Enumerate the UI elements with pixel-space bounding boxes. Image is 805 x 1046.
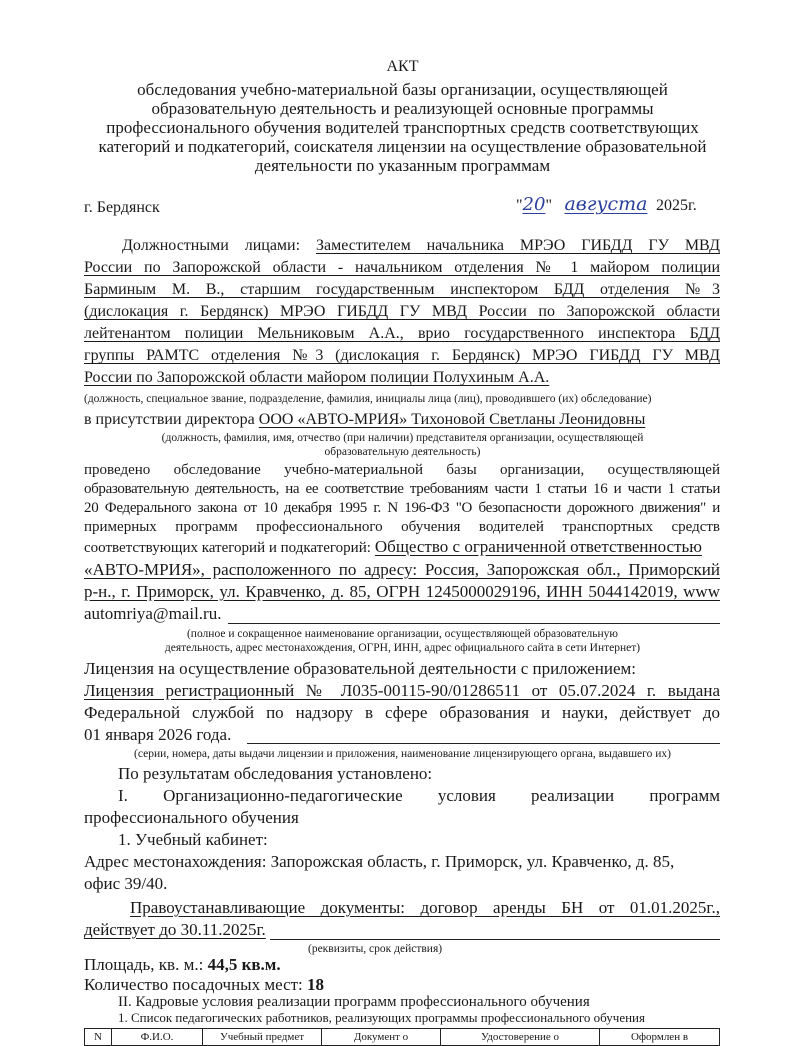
col-header-certificate: Удостоверение о [441, 1029, 600, 1046]
area-label: Площадь, кв. м.: [84, 955, 204, 974]
officials-line-5: лейтенантом полиции Мельниковым А.А., врио государственного инспектора БДД [84, 325, 720, 342]
docs-caption: (реквизиты, срок действия) [308, 943, 443, 955]
address-line-1: Адрес местонахождения: Запорожская область, г. Приморск, ул. Кравченко, д. 85, [84, 852, 675, 871]
col-header-employment: Оформлен в [600, 1029, 720, 1046]
staff-line-1: 1. Список педагогических работников, реализующих программы профессионального обучения [118, 1010, 645, 1025]
officials-intro: Должностными лицами: [122, 237, 301, 254]
area-line [84, 955, 281, 975]
officials-line-2: России по Запорожской области - начальником отделения № 1 майором полиции [84, 259, 720, 276]
date-month: августа [564, 193, 648, 215]
officials-line-4: (дислокация г. Бердянск) МРЭО ГИБДД ГУ МВД России по Запорожской области [84, 303, 720, 320]
license-heading: Лицензия на осуществление образовательной деятельности с приложением: [84, 659, 637, 678]
subtitle-line-2: образовательную деятельность и реализующей основные программы [151, 99, 654, 118]
section-1-line-1: I. Организационно-педагогические условия реализации программ [118, 786, 720, 805]
staff-table-header-row [85, 1029, 720, 1046]
inspection-org-line-2: р-н., г. Приморск, ул. Кравченко, д. 85, ОГРН 1245000029196, ИНН 5044142019, www [84, 582, 720, 601]
results-heading: По результатам обследования установлено: [118, 764, 433, 783]
inspection-line-5 [84, 537, 720, 557]
presence-caption-1: (должность, фамилия, имя, отчество (при наличии) представителя организации, осуществляющей [161, 432, 644, 444]
docs-line-2: действует до 30.11.2025г. [84, 920, 266, 939]
presence-prefix: в присутствии директора [84, 411, 255, 428]
officials-line-1 [84, 237, 720, 255]
seats-value: 18 [307, 975, 325, 994]
inspection-caption-2: деятельность, адрес местонахождения, ОГРН, ИНН, адрес официального сайта в сети Интернет) [164, 642, 641, 654]
date-day: 20 [522, 194, 546, 215]
date-block [516, 193, 726, 215]
col-header-document: Документ о [322, 1029, 441, 1046]
subtitle-line-1: обследования учебно-материальной базы организации, осуществляющей [137, 80, 668, 99]
city: г. Бердянск [84, 199, 160, 216]
license-line-3: 01 января 2026 года. [84, 725, 232, 744]
seats-line [84, 975, 324, 995]
staff-table [84, 1028, 720, 1046]
date-year: 2025г. [655, 197, 697, 214]
document-title: АКТ [386, 58, 419, 75]
inspection-email: automriya@mail.ru. [84, 604, 222, 623]
inspection-org-name: Общество с ограниченной ответственностью [374, 537, 702, 556]
license-line-2: Федеральной службой по надзору в сфере образования и науки, действует до [84, 703, 720, 722]
officials-text-1: Заместителем начальника МРЭО ГИБДД ГУ МВД [315, 237, 721, 254]
col-header-subject: Учебный предмет [203, 1029, 322, 1046]
license-caption: (серии, номера, даты выдачи лицензии и приложения, наименование лицензирующего органа, выдавшего их) [134, 748, 671, 760]
officials-line-3: Барминым М. В., старшим государственным инспектором БДД отделения №3 [84, 281, 720, 298]
address-line-2: офис 39/40. [84, 874, 168, 893]
license-fill-line [247, 743, 720, 744]
inspection-line-4: примерных программ профессионального обучения водителей транспортных средств [84, 519, 720, 535]
area-value: 44,5 кв.м. [207, 955, 281, 974]
presence-caption-2: образовательную деятельность) [324, 446, 481, 458]
cabinet-heading: 1. Учебный кабинет: [118, 830, 268, 849]
inspection-caption-1: (полное и сокращенное наименование организации, осуществляющей образовательную [186, 628, 619, 640]
subtitle-line-3: профессионального обучения водителей транспортных средств соответствующих [106, 118, 699, 137]
officials-caption: (должность, специальное звание, подразделение, фамилия, инициалы лица (лиц), проводившего (их) обследование) [84, 393, 652, 405]
presence-person: ООО «АВТО-МРИЯ» Тихоновой Светланы Леонидовны [258, 411, 646, 428]
subtitle-line-5: деятельности по указанным программам [254, 156, 551, 175]
inspection-line-2: образовательную деятельность, на ее соответствие требованиям части 1 статьи 16 и части 1 статьи [84, 481, 720, 497]
inspection-org-line-1: «АВТО-МРИЯ», расположенного по адресу: Россия, Запорожская обл., Приморский [84, 560, 720, 579]
license-line-1: Лицензия регистрационный № Л035-00115-90/01286511 от 05.07.2024 г. выдана [84, 681, 720, 700]
officials-line-6: группы РАМТС отделения №3 (дислокация г. Бердянск) МРЭО ГИБДД ГУ МВД [84, 347, 720, 364]
inspection-line-3: 20 Федерального закона от 10 декабря 1995 г. N 196-ФЗ "О безопасности дорожного движения" и [84, 500, 720, 516]
inspection-line-5-prefix: соответствующих категорий и подкатегорий: [84, 540, 371, 556]
presence-line [84, 411, 645, 429]
docs-line-1: Правоустанавливающие документы: договор аренды БН от 01.01.2025г., [130, 898, 720, 917]
seats-label: Количество посадочных мест: [84, 975, 303, 994]
section-1-line-2: профессионального обучения [84, 808, 299, 827]
col-header-fio: Ф.И.О. [112, 1029, 203, 1046]
subtitle-line-4: категорий и подкатегорий, соискателя лицензии на осуществление образовательной [98, 137, 707, 156]
date-quote-close: " [545, 197, 552, 214]
email-fill-line [228, 623, 720, 624]
date-quote-open: " [516, 197, 523, 214]
docs-fill-line [270, 939, 720, 940]
section-2-heading: II. Кадровые условия реализации программ профессионального обучения [118, 994, 590, 1010]
inspection-line-1: проведено обследование учебно-материальной базы организации, осуществляющей [84, 462, 720, 478]
officials-line-7: России по Запорожской области майором полиции Полухиным А.А. [84, 369, 550, 386]
col-header-number: N [85, 1029, 112, 1046]
